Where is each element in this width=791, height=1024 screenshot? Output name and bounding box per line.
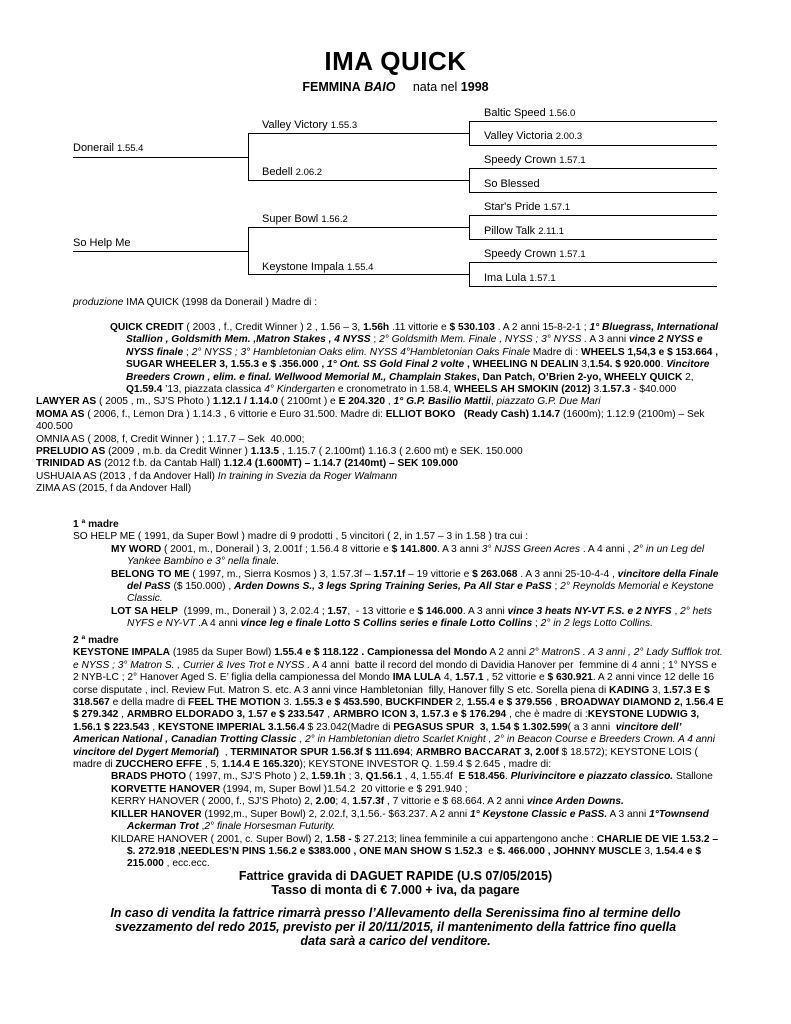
horse-name: IMA QUICK bbox=[324, 46, 467, 76]
pedigree-dss: Star's Pride 1.57.1 bbox=[484, 201, 570, 213]
sex: FEMMINA bbox=[302, 80, 361, 94]
list-item: OMNIA AS ( 2008, f, Credit Winner ) ; 1.17.7 – Sek 40.000; bbox=[36, 433, 305, 445]
list-item: PRELUDIO AS (2009 , m.b. da Credit Winner ) 1.13.5 , 1.15.7 ( 2.100mt) 1.16.3 ( 2.600 mt) e SEK. 150.000 bbox=[36, 446, 523, 458]
pedigree-sire: Donerail 1.55.4 bbox=[73, 142, 144, 154]
section-title: 1 ª madre bbox=[73, 519, 119, 530]
list-item: QUICK CREDIT ( 2003 , f., Credit Winner ) 2 , 1.56 – 3, 1.56h .11 vittorie e $ 530.103 . A 2 anni 15-8-2-1 ; 1° Bluegrass, International Stallion , Goldsmith Mem. ,Matron Stakes , 4 NYSS ; 2° Goldsmith Mem. Finale , NYSS ; 3° NYSS . A 3 anni vince 2 NYSS e NYSS finale ; 2° NYSS ; 3° Hambletonian Oaks elim. NYSS 4°Hambletonian Oaks Finale Madre di : WHEELS 1,54,3 e $ 153.664 , SUGAR WHEELER 3, 1.55.3 e $ .356.000 , 1° Ont. SS Gold Final 2 volte , WHEELING N DEALIN 3,1.54. $ 920.000. Vincitore Breeders Crown , elim. e final. Wellwood Memorial M., Champlain Stakes, Dan Patch, O’Brien 2-yo, WHEELY QUICK 2, Q1.59.4 ’13, piazzata classica 4° Kindergarten e cronometrato in 1.58.4, WHEELS AH SMOKIN (2012) 3.1.57.3 - $40.000 bbox=[110, 322, 719, 396]
list-item: KEYSTONE IMPALA (1985 da Super Bowl) 1.55.4 e $ 118.122 . Campionessa del Mondo A 2 anni 2° MatronS . A 3 anni , 2° Lady Sufflok trot. e NYSS ; 3° Matron S. , Currier & Ives Trot e NYSS . A 4 anni batte il record del mondo di Davidia Hanover per femmine di 4 anni ; 1° NYSS e 2 NYB-LC ; 2° Hanover Aged S. E’ figlia della campionessa del Mondo IMA LULA 4, 1.57.1 , 52 vittorie e $ 630.921. A 2 anni vince 12 delle 16 corse disputate , incl. Review Fut. Matron S. etc. A 3 anni vince Hambletonian filly, Hanover filly S etc. Sorella piena di KADING 3, 1.57.3 E $ 318.567 e della madre di FEEL THE MOTION 3. 1.55.3 e $ 453.590, BUCKFINDER 2, 1.55.4 e $ 379.556 , BROADWAY DIAMOND 2, 1.56.4 E $ 279.342 , ARMBRO ELDORADO 3, 1.57 e $ 233.547 , ARMBRO ICON 3, 1.57.3 e $ 176.294 , che è madre di :KEYSTONE LUDWIG 3, 1.56.1 $ 223.543 , KEYSTONE IMPERIAL 3.1.56.4 $ 23.042(Madre di PEGASUS SPUR 3, 1.54 $ 1.302.599( a 3 anni vincitore dell’ American National , Canadian Trotting Classic , 2° in Hambletonian dietro Scarlet Knight , 2° in Beacon Course e Breeders Crown. A 4 anni vincitore del Dygert Memorial) , TERMINATOR SPUR 1.56.3f $ 111.694; ARMBRO BACCARAT 3, 2.00f $ 18.572); KEYSTONE LOIS ( madre di ZUCCHERO EFFE , 5, 1.14.4 E 165.320); KEYSTONE INVESTOR Q. 1.59.4 $ 2.645 , madre di: bbox=[73, 647, 724, 771]
list-item: LOT SA HELP (1999, m., Donerail ) 3, 2.02.4 ; 1.57, - 13 vittorie e $ 146.000. A 3 anni vince 3 heats NY-VT F.S. e 2 NYFS , 2° hets NYFS e NY-VT .A 4 anni vince leg e finale Lotto S Collins series e finale Lotto Collins ; 2° in 2 legs Lotto Collins. bbox=[111, 605, 712, 630]
second-dam-section bbox=[73, 635, 725, 871]
pedigree-ddd: Ima Lula 1.57.1 bbox=[484, 272, 556, 284]
list-item: TRINIDAD AS (2012 f.b. da Cantab Hall) 1.12.4 (1.600MT) – 1.14.7 (2140mt) – SEK 109.000 bbox=[36, 458, 459, 470]
list-item: BELONG TO ME ( 1997, m., Sierra Kosmos ) 3, 1.57.3f – 1.57.1f – 19 vittorie e $ 263.068 . A 3 anni 25-10-4-4 , vincitore della Finale del PaSS ($ 150.000) , Arden Downs S., 3 legs Spring Training Series, Pa All Star e PaSS ; 2° Reynolds Memorial e Keystone Classic. bbox=[111, 568, 719, 605]
first-dam-section bbox=[73, 519, 723, 631]
birth-year: 1998 bbox=[460, 80, 489, 94]
born-label: nata nel bbox=[412, 80, 458, 94]
section-title: 2 ª madre bbox=[73, 635, 119, 646]
list-item: LAWYER AS ( 2005 , m., SJ’S Photo ) 1.12.1 / 1.14.0 ( 2100mt ) e E 204.320 , 1° G.P. Basilio Mattii, piazzato G.P. Due Mari bbox=[36, 396, 601, 408]
footer-stallion bbox=[0, 869, 791, 897]
list-item: KERRY HANOVER ( 2000, f., SJ’S Photo) 2, 2.00; 4, 1.57.3f , 7 vittorie e $ 68.664. A 2 anni vince Arden Downs. bbox=[111, 796, 624, 808]
pedigree-dam: So Help Me bbox=[73, 237, 131, 249]
list-item: SO HELP ME ( 1991, da Super Bowl ) madre di 9 prodotti , 5 vincitori ( 2, in 1.57 – 3 in 1.58 ) tra cui : bbox=[73, 531, 529, 543]
list-item: KORVETTE HANOVER (1994, m, Super Bowl )1.54.2 20 vittorie e $ 291.940 ; bbox=[111, 783, 468, 795]
produzione-line: produzione IMA QUICK (1998 da Donerail ) Madre di : bbox=[73, 297, 318, 308]
list-item: KILLER HANOVER (1992,m., Super Bowl) 2, 2.02.f, 3,1.56.- $63.237. A 2 anni 1° Keystone Classic e PaSS. A 3 anni 1°Townsend Ackerman Trot ,2° finale Horsesman Futurity. bbox=[111, 808, 709, 833]
list-item: KILDARE HANOVER ( 2001, c. Super Bowl) 2, 1.58 - $ 27.213; linea femminile a cui appartengono anche : CHARLIE DE VIE 1.53.2 – $. 272.918 ,NEEDLES’N PINS 1.56.2 e $383.000 , ONE MAN SHOW S 1.52.3 e $. 466.000 , JOHNNY MUSCLE 3, 1.54.4 e $ 215.000 , ecc.ecc. bbox=[111, 833, 719, 870]
pedigree-ss: Valley Victory 1.55.3 bbox=[262, 119, 358, 131]
pedigree-ds: Super Bowl 1.56.2 bbox=[262, 213, 348, 225]
list-item: ZIMA AS (2015, f da Andover Hall) bbox=[36, 483, 192, 495]
pedigree-dds: Speedy Crown 1.57.1 bbox=[484, 248, 586, 260]
coat-color: BAIO bbox=[364, 80, 396, 94]
pedigree-sdd: So Blessed bbox=[484, 178, 540, 190]
pedigree-dd: Keystone Impala 1.55.4 bbox=[262, 261, 374, 273]
footer-line-1: Fattrice gravida di DAGUET RAPIDE (U.S 07/05/2015) bbox=[238, 869, 553, 883]
list-item: USHUAIA AS (2013 , f da Andover Hall) In training in Svezia da Roger Walmann bbox=[36, 470, 398, 482]
pedigree-sd: Bedell 2.06.2 bbox=[262, 166, 323, 178]
list-item: MOMA AS ( 2006, f., Lemon Dra ) 1.14.3 , 6 vittorie e Euro 31.500. Madre di: ELLIOT BOKO (Ready Cash) 1.14.7 (1600m); 1.12.9 (2100m) – Sek 400.500 bbox=[36, 408, 705, 433]
pedigree-ssd: Valley Victoria 2.00.3 bbox=[484, 130, 583, 142]
pedigree-sds: Speedy Crown 1.57.1 bbox=[484, 154, 586, 166]
horse-subtitle bbox=[0, 80, 791, 94]
list-item: BRADS PHOTO ( 1997, m., SJ’S Photo ) 2, 1.59.1h ; 3, Q1.56.1 , 4, 1.55.4f E 518.456. Plurivincitore e piazzato classico. Stallone bbox=[111, 771, 713, 783]
footer-note: In caso di vendita la fattrice rimarrà presso l’Allevamento della Serenissima fino al termine dello svezzamento del redo 2015, previsto per il 20/11/2015, il mantenimento della fattrice fino quella data sarà a carico del venditore. bbox=[110, 906, 681, 948]
list-item: MY WORD ( 2001, m., Donerail ) 3, 2.001f ; 1.56.4 8 vittorie e $ 141.800. A 3 anni 3° NJSS Green Acres . A 4 anni , 2° in un Leg del Yankee Bambino e 3° nella finale. bbox=[111, 543, 705, 568]
footer-line-2: Tasso di monta di € 7.000 + iva, da pagare bbox=[271, 883, 520, 897]
pedigree-dsd: Pillow Talk 2.11.1 bbox=[484, 225, 564, 237]
produzione-list bbox=[36, 322, 722, 496]
pedigree-sss: Baltic Speed 1.56.0 bbox=[484, 107, 576, 119]
